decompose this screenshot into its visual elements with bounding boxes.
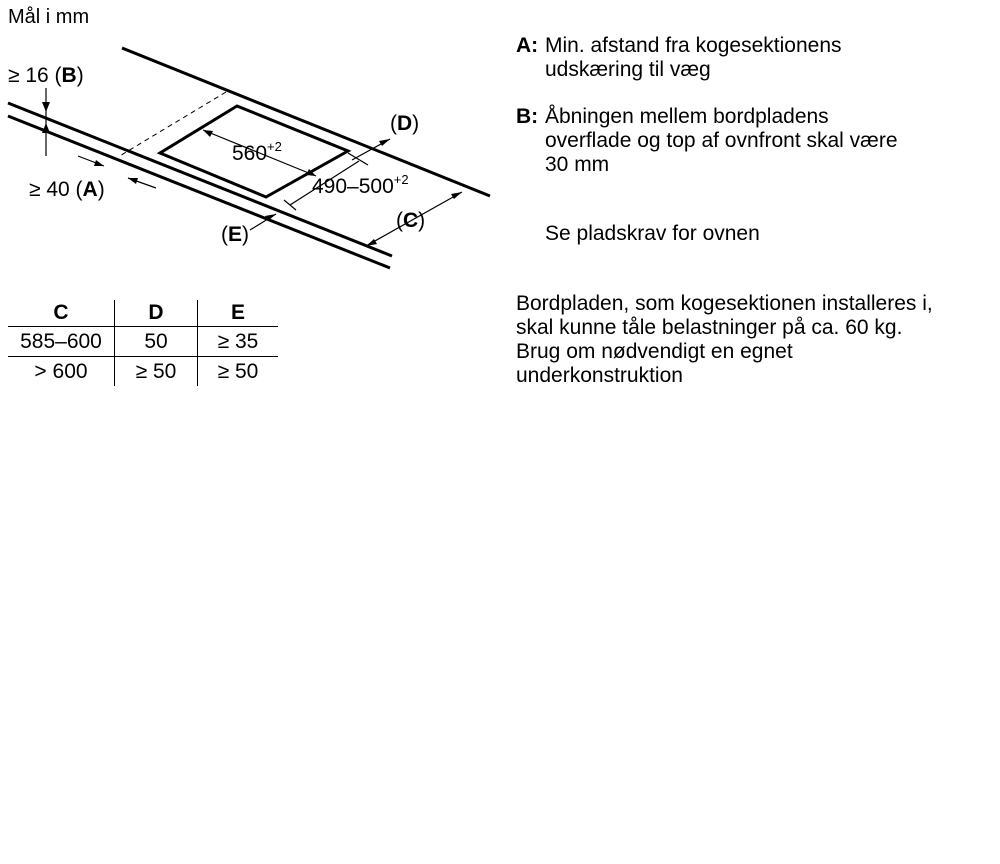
width-label: $560^{+2}$	[232, 139, 282, 165]
note-b-line2: overflade og top af ovnfront skal være	[545, 129, 898, 152]
label-e: (E)	[221, 223, 250, 246]
table-row	[8, 357, 278, 387]
table-cell: ≥ 50	[198, 357, 279, 387]
table-cell: ≥ 35	[198, 327, 279, 357]
note-b-line1: Åbningen mellem bordpladens	[545, 105, 829, 128]
oven-note: Se pladskrav for ovnen	[545, 222, 760, 245]
dimension-table	[8, 300, 278, 386]
note-a-line1: Min. afstand fra kogesektionens	[545, 34, 842, 57]
note-b-line3: 30 mm	[545, 153, 610, 176]
table-header-c: C	[8, 300, 115, 327]
load-line-3: Brug om nødvendigt en egnet	[516, 340, 793, 363]
table-cell: 585–600	[8, 327, 115, 357]
depth-label: $490-500^{+2}$	[312, 172, 409, 198]
table-header-e: E	[198, 300, 279, 327]
table-cell: 50	[115, 327, 198, 357]
unit-label: Mål i mm	[8, 6, 90, 28]
installation-diagram	[0, 0, 500, 290]
note-b-key: B:	[516, 105, 539, 128]
label-d: (D)	[390, 112, 420, 135]
table-cell: > 600	[34, 359, 88, 383]
note-b	[516, 105, 986, 179]
note-a-line2: udskæring til væg	[545, 58, 711, 81]
table-row	[8, 327, 278, 357]
label-b: ≥ 16 (B)	[8, 64, 84, 87]
load-line-1: Bordpladen, som kogesektionen installeres i,	[516, 292, 933, 315]
load-line-2: skal kunne tåle belastninger på ca. 60 kg.	[516, 316, 903, 339]
table-cell: ≥ 50	[115, 357, 198, 387]
label-c: (C)	[396, 209, 426, 232]
table-header-row	[8, 300, 278, 327]
table-header-d: D	[115, 300, 198, 327]
label-a: ≥ 40 (A)	[29, 178, 105, 201]
load-line-4: underkonstruktion	[516, 364, 683, 387]
note-a-key: A:	[516, 34, 539, 57]
note-a	[516, 34, 986, 84]
